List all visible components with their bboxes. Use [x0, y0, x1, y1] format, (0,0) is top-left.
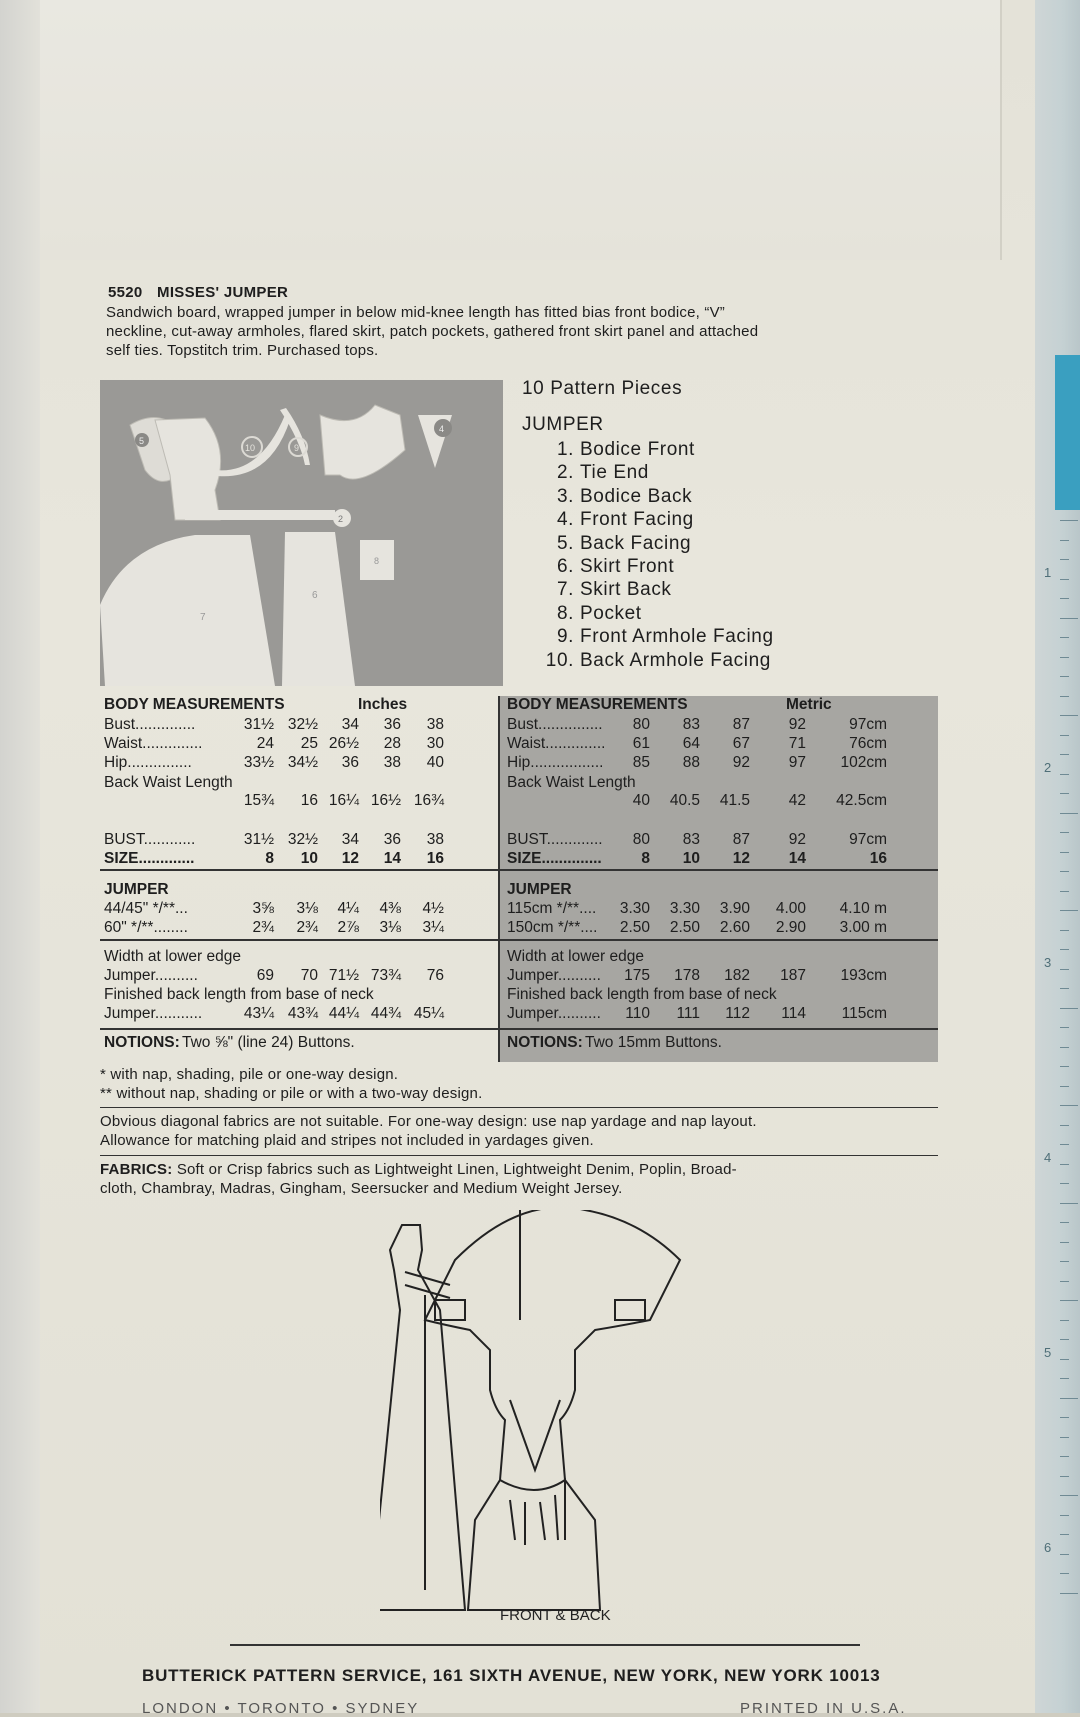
- ruler-tick: [1060, 1144, 1069, 1145]
- footer-cities: LONDON • TORONTO • SYDNEY: [142, 1700, 420, 1717]
- footnote: * with nap, shading, pile or one-way design.: [100, 1066, 399, 1083]
- measurement-label: Waist..............: [507, 735, 606, 752]
- ruler-tick: [1060, 1573, 1069, 1574]
- size-value: 12: [732, 850, 750, 867]
- yardage-value: 4⅜: [379, 900, 401, 917]
- piece-number: 1.: [556, 439, 574, 460]
- size-value: 12: [341, 850, 359, 867]
- description-line: Sandwich board, wrapped jumper in below mid-knee length has fitted bias front bodice, “V”: [106, 304, 725, 321]
- measurement-value: 67: [732, 735, 750, 752]
- pieces-group-label: JUMPER: [522, 414, 604, 435]
- bust-value: 80: [632, 831, 650, 848]
- ruler-tick: [1060, 1593, 1078, 1594]
- pattern-pieces-svg: [100, 380, 503, 686]
- piece-label: Back Facing: [580, 532, 692, 554]
- piece-label: Bodice Back: [580, 485, 693, 507]
- measurement-value: 30: [426, 735, 444, 752]
- piece-number: 8: [374, 556, 380, 566]
- width-row-label: Jumper..........: [104, 967, 198, 984]
- measurement-label: Hip.................: [507, 754, 604, 771]
- piece-item: [522, 485, 774, 508]
- ruler-tick: [1060, 1437, 1069, 1438]
- back-waist-value: 41.5: [719, 792, 750, 809]
- measurement-label: Bust..............: [104, 716, 196, 733]
- measurement-label: Bust...............: [507, 716, 603, 733]
- footnote: ** without nap, shading or pile or with a two-way design.: [100, 1085, 483, 1102]
- measurement-label: Waist..............: [104, 735, 203, 752]
- ruler-tick: [1060, 1359, 1069, 1360]
- measurement-value: 85: [632, 754, 650, 771]
- footer-address: BUTTERICK PATTERN SERVICE, 161 SIXTH AVENUE, NEW YORK, NEW YORK 10013: [142, 1666, 881, 1685]
- fabrics-text: Soft or Crisp fabrics such as Lightweight Linen, Lightweight Denim, Poplin, Broad-: [176, 1161, 737, 1178]
- suitability-line: Allowance for matching plaid and stripes not included in yardages given.: [100, 1132, 594, 1149]
- piece-number: 4.: [556, 509, 574, 531]
- yardage-value: 3¼: [422, 919, 444, 936]
- ruler-marks: [1040, 520, 1080, 1620]
- measurement-value: 26½: [328, 735, 359, 752]
- piece-label: Front Armhole Facing: [580, 626, 774, 648]
- ruler-tick: [1060, 1261, 1069, 1262]
- piece-item: [522, 602, 774, 625]
- measurements-unit: Metric: [786, 696, 832, 713]
- ruler-tick: [1060, 1339, 1069, 1340]
- piece-number: 9.: [556, 626, 574, 648]
- section-rule: [100, 1028, 938, 1030]
- jumper-label: JUMPER: [507, 881, 572, 898]
- measurement-value: 25: [300, 735, 318, 752]
- ruler-tick: [1060, 579, 1069, 580]
- back-waist-value: 42: [788, 792, 806, 809]
- fabrics-label: FABRICS:: [100, 1161, 173, 1178]
- pattern-description: [106, 303, 951, 360]
- ruler-tick: [1060, 1417, 1069, 1418]
- measurement-value: 34: [341, 716, 359, 733]
- ruler-tick: [1060, 1495, 1078, 1496]
- yardage-value: 2⅞: [337, 919, 359, 936]
- ruler-number: 2: [1044, 760, 1052, 775]
- ruler-number: 1: [1044, 565, 1052, 580]
- notions-text: Two 15mm Buttons.: [585, 1034, 722, 1051]
- back-waist-value: 16½: [370, 792, 401, 809]
- piece-number: 5: [139, 436, 145, 446]
- width-value: 193cm: [840, 967, 887, 984]
- measurement-value: 33½: [243, 754, 274, 771]
- ruler-tick: [1060, 715, 1078, 716]
- piece-number: 2: [338, 514, 344, 524]
- bust-value: 87: [732, 831, 750, 848]
- width-label: Width at lower edge: [507, 948, 644, 965]
- measurement-value: 38: [426, 716, 444, 733]
- center-divider: [498, 696, 500, 1062]
- ruler-tick: [1060, 1300, 1078, 1301]
- jumper-sketches: [380, 1210, 720, 1630]
- front-view-sketch: [380, 1225, 465, 1610]
- ruler-tick: [1060, 1125, 1069, 1126]
- ruler-tick: [1060, 618, 1078, 619]
- width-value: 70: [300, 967, 318, 984]
- measurement-value: 38: [383, 754, 401, 771]
- size-value: 14: [383, 850, 401, 867]
- ruler-number: 4: [1044, 1150, 1052, 1165]
- piece-number: 6: [312, 590, 318, 601]
- width-value: 69: [256, 967, 274, 984]
- back-waist-label: Back Waist Length: [507, 774, 636, 791]
- ruler-tick: [1060, 1534, 1069, 1535]
- measurement-value: 24: [256, 735, 274, 752]
- ruler-tick: [1060, 1378, 1069, 1379]
- measurement-value: 87: [732, 716, 750, 733]
- back-length-value: 44¼: [328, 1005, 359, 1022]
- size-value: 10: [300, 850, 318, 867]
- size-value: 16: [426, 850, 444, 867]
- suitability-line: Obvious diagonal fabrics are not suitable. For one-way design: use nap yardage and nap layout.: [100, 1113, 757, 1130]
- ruler-tick: [1060, 637, 1069, 638]
- measurement-value: 88: [682, 754, 700, 771]
- size-value: 16: [869, 850, 887, 867]
- piece-item: [522, 508, 774, 531]
- yardage-value: 3⅝: [252, 900, 274, 917]
- bust-label: BUST............: [104, 831, 196, 848]
- measurement-value: 97cm: [849, 716, 887, 733]
- width-row-label: Jumper..........: [507, 967, 601, 984]
- piece-number: 7.: [556, 579, 574, 601]
- measurement-value: 97: [788, 754, 806, 771]
- yardage-label: 60" */**........: [104, 919, 188, 936]
- back-length-row-label: Jumper..........: [507, 1005, 601, 1022]
- back-waist-value: 16¾: [413, 792, 444, 809]
- front-back-flat-sketch: [425, 1210, 680, 1610]
- pattern-pieces-diagram: [100, 380, 503, 686]
- pieces-items: [522, 438, 774, 672]
- measurement-value: 92: [788, 716, 806, 733]
- width-value: 175: [624, 967, 650, 984]
- back-length-label: Finished back length from base of neck: [104, 986, 374, 1003]
- section-rule: [100, 939, 938, 941]
- pattern-pieces-list: [522, 378, 774, 672]
- ruler-number: 5: [1044, 1345, 1052, 1360]
- size-value: 8: [265, 850, 274, 867]
- bust-value: 38: [426, 831, 444, 848]
- size-value: 14: [788, 850, 806, 867]
- piece-item: [522, 555, 774, 578]
- footer-printed: PRINTED IN U.S.A.: [740, 1700, 907, 1717]
- back-waist-value: 16: [300, 792, 318, 809]
- back-waist-value: 16¼: [328, 792, 359, 809]
- width-label: Width at lower edge: [104, 948, 241, 965]
- ruler-tick: [1060, 1183, 1069, 1184]
- piece-label: Skirt Front: [580, 555, 675, 577]
- width-value: 182: [724, 967, 750, 984]
- ruler-tick: [1060, 1320, 1069, 1321]
- ruler-tick: [1060, 676, 1069, 677]
- ruler-tick: [1060, 1456, 1069, 1457]
- ruler-number: 6: [1044, 1540, 1052, 1555]
- yardage-label: 44/45" */**...: [104, 900, 188, 917]
- yardage-value: 3.30: [669, 900, 700, 917]
- back-waist-value: 42.5cm: [836, 792, 887, 809]
- measurement-value: 28: [383, 735, 401, 752]
- piece-label: Back Armhole Facing: [580, 649, 771, 671]
- bust-value: 36: [383, 831, 401, 848]
- size-label: SIZE.............: [104, 850, 195, 867]
- yardage-value: 3⅛: [296, 900, 318, 917]
- back-waist-value: 40: [632, 792, 650, 809]
- piece-number: 10.: [545, 649, 574, 671]
- piece-label: Bodice Front: [580, 439, 695, 460]
- piece-item: [522, 438, 774, 461]
- piece-number: 6.: [556, 555, 574, 577]
- piece-number: 2.: [556, 462, 574, 484]
- yardage-value: 3.00 m: [839, 919, 887, 936]
- ruler-tick: [1060, 1554, 1069, 1555]
- bust-value: 31½: [243, 831, 274, 848]
- measurements-header: BODY MEASUREMENTS: [507, 696, 688, 713]
- ruler-tick: [1060, 949, 1069, 950]
- measurement-value: 92: [732, 754, 750, 771]
- width-value: 187: [780, 967, 806, 984]
- ruler-tick: [1060, 1066, 1069, 1067]
- section-rule: [100, 869, 938, 871]
- size-value: 10: [682, 850, 700, 867]
- piece-label: Front Facing: [580, 509, 694, 531]
- piece-number: 4: [439, 424, 445, 434]
- ruler-tick: [1060, 1476, 1069, 1477]
- measurements-header: BODY MEASUREMENTS: [104, 696, 285, 713]
- notions-label: NOTIONS:: [104, 1034, 180, 1051]
- piece-label: Skirt Back: [580, 579, 672, 601]
- piece-number: 10: [245, 443, 256, 453]
- ruler-tick: [1060, 559, 1069, 560]
- ruler-tick: [1060, 793, 1069, 794]
- measurement-value: 80: [632, 716, 650, 733]
- ruler-tick: [1060, 1203, 1078, 1204]
- yardage-value: 4¼: [337, 900, 359, 917]
- paper-top-area: [40, 0, 1002, 260]
- measurement-value: 64: [682, 735, 700, 752]
- back-length-value: 114: [781, 1005, 806, 1022]
- measurement-value: 71: [788, 735, 806, 752]
- width-value: 76: [426, 967, 444, 984]
- ruler-tick: [1060, 1222, 1069, 1223]
- yardage-label: 150cm */**....: [507, 919, 598, 936]
- bust-value: 92: [788, 831, 806, 848]
- sketch-caption: FRONT & BACK: [500, 1607, 611, 1624]
- ruler-tick: [1060, 774, 1069, 775]
- ruler-tick: [1060, 657, 1069, 658]
- measurement-value: 61: [632, 735, 650, 752]
- notions-text: Two ⅝" (line 24) Buttons.: [182, 1034, 355, 1051]
- piece-number: 8.: [556, 602, 574, 624]
- ruler-tick: [1060, 1398, 1078, 1399]
- notions-label: NOTIONS:: [507, 1034, 583, 1051]
- yardage-value: 3⅛: [379, 919, 401, 936]
- yardage-value: 2.50: [619, 919, 650, 936]
- yardage-value: 2.50: [669, 919, 700, 936]
- ruler-tick: [1060, 871, 1069, 872]
- piece-number: 3.: [556, 485, 574, 507]
- back-length-value: 111: [676, 1005, 700, 1022]
- piece-number: 7: [200, 612, 206, 623]
- ruler-tick: [1060, 1242, 1069, 1243]
- ruler-tick: [1060, 1164, 1069, 1165]
- measurement-value: 83: [682, 716, 700, 733]
- bust-value: 32½: [287, 831, 318, 848]
- fabrics-line-1: [100, 1161, 737, 1178]
- ruler-tick: [1060, 1047, 1069, 1048]
- piece-number: 9: [294, 443, 300, 453]
- pattern-title-line: [108, 284, 298, 301]
- ruler-tick: [1060, 520, 1078, 521]
- ruler-tick: [1060, 1515, 1069, 1516]
- ruler-tick: [1060, 813, 1078, 814]
- ruler-number: 3: [1044, 955, 1052, 970]
- divider: [100, 1107, 938, 1108]
- back-length-label: Finished back length from base of neck: [507, 986, 777, 1003]
- back-length-value: 110: [625, 1005, 650, 1022]
- piece-label: Pocket: [580, 602, 642, 624]
- bust-label: BUST.............: [507, 831, 603, 848]
- yardage-value: 3.90: [719, 900, 750, 917]
- bust-value: 83: [682, 831, 700, 848]
- bust-value: 34: [341, 831, 359, 848]
- yardage-value: 4.10 m: [839, 900, 887, 917]
- back-length-value: 44¾: [370, 1005, 401, 1022]
- ruler-tick: [1060, 1105, 1078, 1106]
- back-length-value: 112: [725, 1005, 750, 1022]
- ruler-tick: [1060, 930, 1069, 931]
- measurement-value: 34½: [287, 754, 318, 771]
- yardage-value: 2¾: [252, 919, 274, 936]
- back-length-value: 43¼: [243, 1005, 274, 1022]
- piece-number: 5.: [556, 532, 574, 554]
- divider: [100, 1155, 938, 1156]
- piece-item: [522, 461, 774, 484]
- pattern-title: MISSES' JUMPER: [157, 284, 289, 301]
- ruler-tick: [1060, 735, 1069, 736]
- piece-label: Tie End: [580, 462, 649, 484]
- paper-left-edge: [0, 0, 40, 1713]
- ruler-tick: [1060, 696, 1069, 697]
- yardage-label: 115cm */**....: [507, 900, 597, 917]
- width-value: 178: [674, 967, 700, 984]
- back-length-value: 115cm: [841, 1005, 887, 1022]
- footer-divider: [230, 1644, 860, 1646]
- ruler-tick: [1060, 910, 1078, 911]
- measurement-value: 102cm: [840, 754, 887, 771]
- jumper-label: JUMPER: [104, 881, 169, 898]
- back-length-value: 43¾: [287, 1005, 318, 1022]
- yardage-value: 4½: [422, 900, 444, 917]
- width-value: 73¾: [370, 967, 401, 984]
- ruler-tick: [1060, 988, 1069, 989]
- measurement-value: 36: [383, 716, 401, 733]
- back-waist-value: 40.5: [669, 792, 700, 809]
- back-length-value: 45¼: [413, 1005, 444, 1022]
- measurements-unit: Inches: [358, 696, 408, 713]
- bust-value: 97cm: [849, 831, 887, 848]
- ruler-tick: [1060, 969, 1069, 970]
- measurement-value: 32½: [287, 716, 318, 733]
- ruler-tick: [1060, 832, 1069, 833]
- size-value: 8: [641, 850, 650, 867]
- measurement-value: 31½: [243, 716, 274, 733]
- ruler-tick: [1060, 852, 1069, 853]
- piece-item: [522, 625, 774, 648]
- yardage-value: 4.00: [775, 900, 806, 917]
- measurement-value: 36: [341, 754, 359, 771]
- pieces-count: 10 Pattern Pieces: [522, 378, 683, 399]
- yardage-value: 2.90: [775, 919, 806, 936]
- ruler-tick: [1060, 540, 1069, 541]
- ruler-tick: [1060, 1008, 1078, 1009]
- piece-item: [522, 532, 774, 555]
- description-line: neckline, cut-away armholes, flared skirt, patch pockets, gathered front skirt panel and attached: [106, 323, 759, 340]
- piece-item: [522, 578, 774, 601]
- fabrics-line-2: cloth, Chambray, Madras, Gingham, Seersucker and Medium Weight Jersey.: [100, 1180, 623, 1197]
- ruler-tick: [1060, 598, 1069, 599]
- ruler-tick: [1060, 1086, 1069, 1087]
- ruler-tick: [1060, 1027, 1069, 1028]
- measurement-value: 40: [426, 754, 444, 771]
- back-waist-value: 15¾: [243, 792, 274, 809]
- blue-tab: [1055, 355, 1080, 510]
- measurement-label: Hip...............: [104, 754, 192, 771]
- back-waist-label: Back Waist Length: [104, 774, 233, 791]
- ruler-tick: [1060, 891, 1069, 892]
- ruler-tick: [1060, 1281, 1069, 1282]
- description-line: self ties. Topstitch trim. Purchased tops.: [106, 342, 379, 359]
- pattern-number: 5520: [108, 284, 143, 301]
- piece-item: [522, 649, 774, 672]
- ruler-tick: [1060, 754, 1069, 755]
- size-label: SIZE..............: [507, 850, 602, 867]
- yardage-value: 2.60: [719, 919, 750, 936]
- yardage-value: 2¾: [296, 919, 318, 936]
- width-value: 71½: [328, 967, 359, 984]
- yardage-value: 3.30: [619, 900, 650, 917]
- back-length-row-label: Jumper...........: [104, 1005, 203, 1022]
- measurement-value: 76cm: [849, 735, 887, 752]
